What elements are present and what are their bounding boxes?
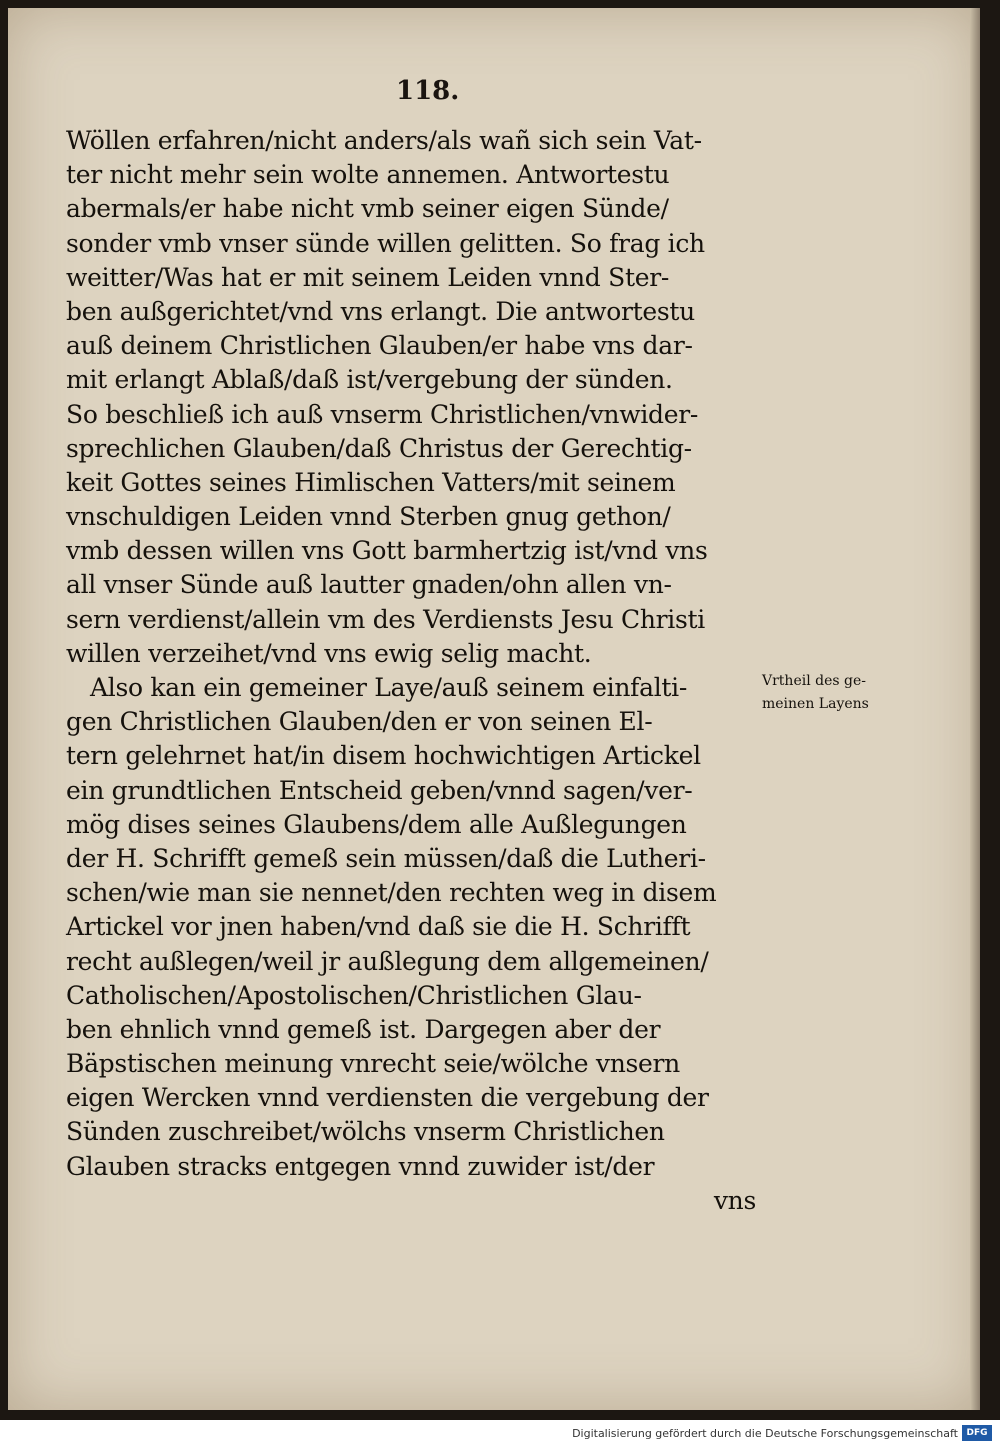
catchword: vns: [713, 1185, 756, 1215]
text-line: ben ehnlich vnnd gemeß ist. Dargegen aber der: [66, 1014, 661, 1044]
text-line: recht außlegen/weil jr außlegung dem allgemeinen/: [66, 946, 709, 976]
text-line: abermals/er habe nicht vmb seiner eigen Sünde/: [66, 194, 669, 224]
text-line: Glauben stracks entgegen vnnd zuwider ist/der: [66, 1151, 655, 1181]
text-line: all vnser Sünde auß lautter gnaden/ohn allen vn-: [66, 570, 672, 600]
text-line: der H. Schrifft gemeß sein müssen/daß die Lutheri-: [66, 843, 706, 873]
marginal-note-line: Vrtheil des ge-: [762, 673, 866, 689]
text-line: Sünden zuschreibet/wölchs vnserm Christlichen: [66, 1117, 665, 1147]
page-number: 118.: [396, 76, 460, 106]
text-line: weitter/Was hat er mit seinem Leiden vnnd Ster-: [66, 262, 669, 292]
marginal-note-line: meinen Layens: [762, 696, 869, 712]
text-line: sern verdienst/allein vm des Verdiensts Jesu Christi: [66, 604, 705, 634]
funding-credit: Digitalisierung gefördert durch die Deutsche Forschungsgemeinschaft: [572, 1427, 958, 1440]
text-line: schen/wie man sie nennet/den rechten weg in disem: [66, 878, 717, 908]
text-line: Artickel vor jnen haben/vnd daß sie die H. Schrifft: [66, 912, 691, 942]
text-line: vmb dessen willen vns Gott barmhertzig ist/vnd vns: [66, 536, 708, 566]
text-line: ben außgerichtet/vnd vns erlangt. Die antwortestu: [66, 296, 695, 326]
text-line: mög dises seines Glaubens/dem alle Außlegungen: [66, 809, 687, 839]
text-line: eigen Wercken vnnd verdiensten die vergebung der: [66, 1083, 709, 1113]
text-line: vnschuldigen Leiden vnnd Sterben gnug gethon/: [66, 502, 671, 532]
text-line: Bäpstischen meinung vnrecht seie/wölche vnsern: [66, 1049, 680, 1079]
page-edge: [970, 8, 980, 1410]
text-line: sonder vmb vnser sünde willen gelitten. So frag ich: [66, 228, 705, 258]
dfg-logo: DFG: [962, 1425, 992, 1441]
footer-bar: [0, 1420, 1000, 1448]
body-text: [66, 124, 786, 1218]
text-line: Catholischen/Apostolischen/Christlichen Glau-: [66, 980, 642, 1010]
text-line: gen Christlichen Glauben/den er von seinen El-: [66, 707, 653, 737]
text-line: Also kan ein gemeiner Laye/auß seinem einfalti-: [90, 673, 688, 702]
text-line: sprechlichen Glauben/daß Christus der Gerechtig-: [66, 433, 692, 463]
text-line: tern gelehrnet hat/in disem hochwichtigen Artickel: [66, 741, 701, 771]
text-line: Wöllen erfahren/nicht anders/als wañ sich sein Vat-: [66, 126, 702, 155]
text-line: keit Gottes seines Himlischen Vatters/mit seinem: [66, 467, 676, 497]
text-line: ter nicht mehr sein wolte annemen. Antwortestu: [66, 160, 670, 190]
text-line: mit erlangt Ablaß/daß ist/vergebung der sünden.: [66, 365, 673, 395]
marginal-note: [762, 670, 912, 716]
text-line: willen verzeihet/vnd vns ewig selig macht.: [66, 638, 592, 668]
text-line: auß deinem Christlichen Glauben/er habe vns dar-: [66, 331, 693, 361]
text-line: So beschließ ich auß vnserm Christlichen/vnwider-: [66, 399, 699, 429]
text-line: ein grundtlichen Entscheid geben/vnnd sagen/ver-: [66, 775, 693, 805]
